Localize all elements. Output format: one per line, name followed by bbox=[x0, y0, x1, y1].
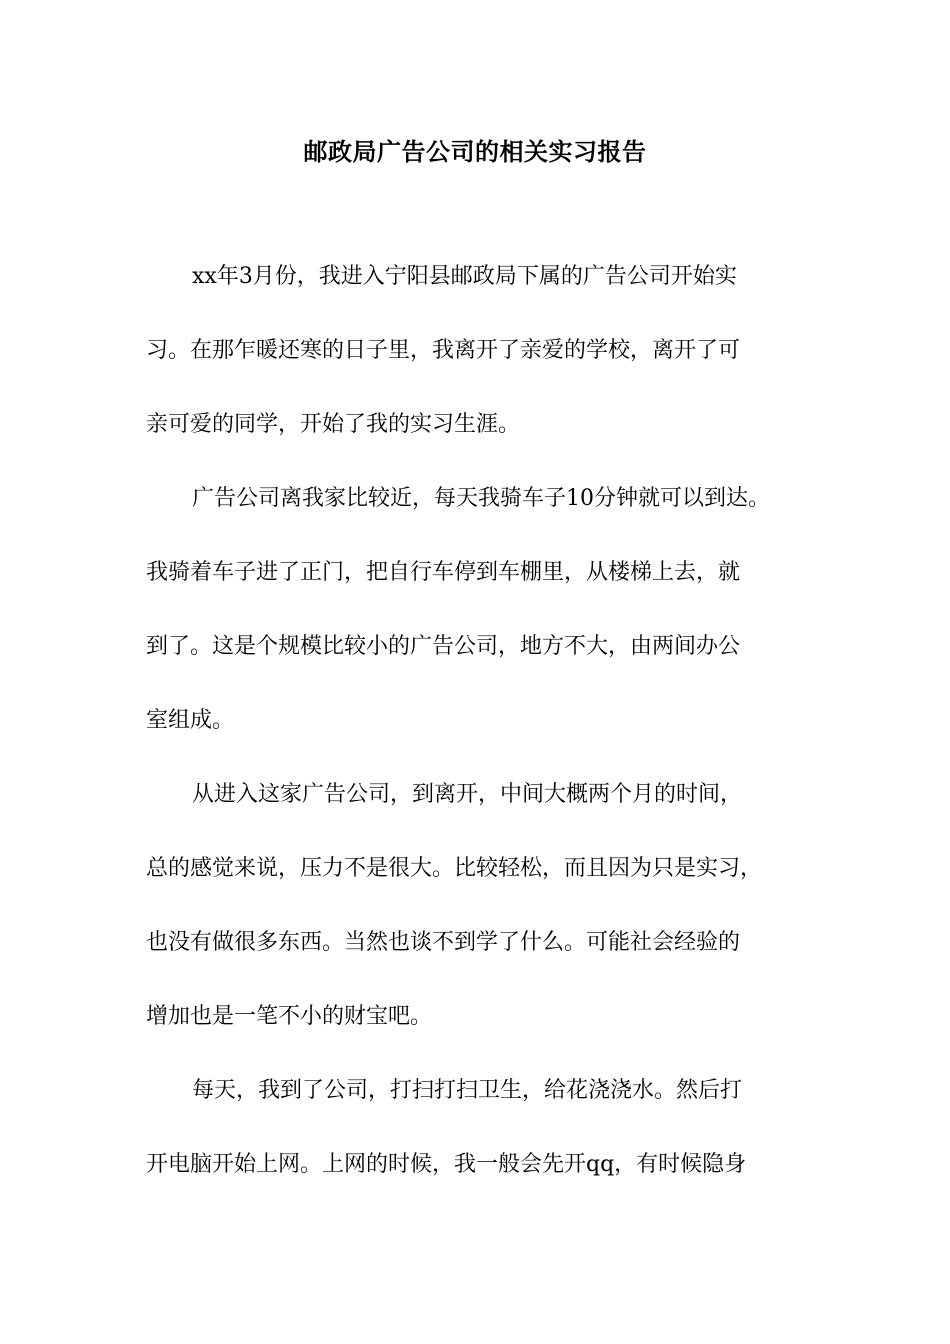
paragraph-line: 增加也是一笔不小的财宝吧。 bbox=[146, 1004, 433, 1029]
paragraph-line: 每天，我到了公司，打扫打扫卫生，给花浇浇水。然后打 bbox=[192, 1078, 743, 1103]
paragraph-line: xx年3月份，我进入宁阳县邮政局下属的广告公司开始实 bbox=[192, 264, 737, 289]
paragraph-line: 广告公司离我家比较近，每天我骑车子10分钟就可以到达。 bbox=[192, 486, 770, 511]
document-title: 邮政局广告公司的相关实习报告 bbox=[303, 138, 647, 166]
paragraph-line: 开电脑开始上网。上网的时候，我一般会先开qq，有时候隐身 bbox=[146, 1152, 747, 1177]
paragraph-line: 习。在那乍暖还寒的日子里，我离开了亲爱的学校，离开了可 bbox=[146, 338, 741, 363]
paragraph-line: 我骑着车子进了正门，把自行车停到车棚里，从楼梯上去，就 bbox=[146, 560, 741, 585]
paragraph-line: 亲可爱的同学，开始了我的实习生涯。 bbox=[146, 412, 521, 437]
paragraph-line: 总的感觉来说，压力不是很大。比较轻松，而且因为只是实习， bbox=[146, 856, 763, 881]
paragraph-line: 室组成。 bbox=[146, 708, 235, 733]
paragraph-line: 也没有做很多东西。当然也谈不到学了什么。可能社会经验的 bbox=[146, 930, 741, 955]
paragraph-line: 从进入这家广告公司，到离开，中间大概两个月的时间， bbox=[192, 782, 743, 807]
paragraph-line: 到了。这是个规模比较小的广告公司，地方不大，由两间办公 bbox=[146, 634, 741, 659]
